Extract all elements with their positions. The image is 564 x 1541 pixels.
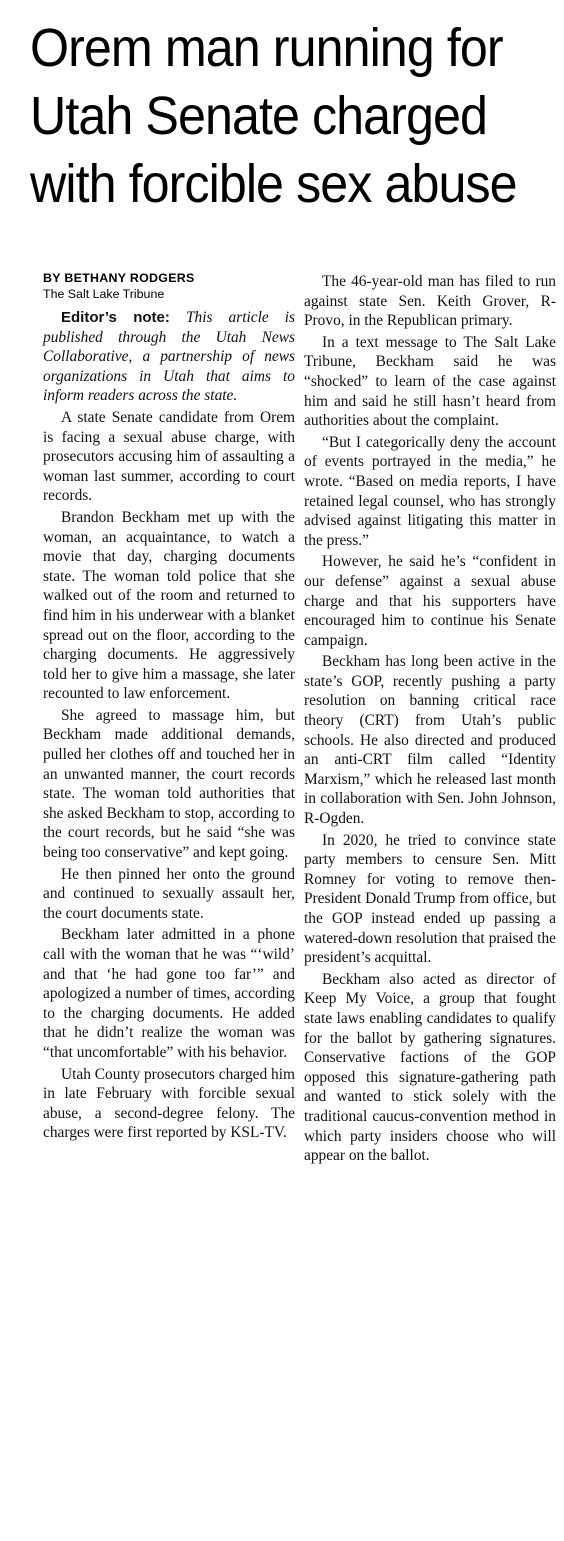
editors-note-text: This article is published through the Utah News Collaborative, a partnership of news organizations in Utah that aims to inform readers across the state. <box>43 309 295 405</box>
headline-line-3: with forcible sex abuse <box>30 154 517 214</box>
article-paragraph: Beckham has long been active in the state’s GOP, recently pushing a party resolution on banning critical race theory (CRT) from Utah’s public schools. He also directed and produced an anti-CRT film called “Identity Marxism,” which he released last month in collaboration with Sen. John Johnson, R-Ogden. <box>304 653 556 828</box>
byline: BY BETHANY RODGERS <box>43 271 195 285</box>
article-paragraph: Brandon Beckham met up with the woman, an acquaintance, to watch a movie that day, charging documents state. The woman told police that she walked out of the room and returned to find him in his underwear with a blanket spread out on the floor, according to the charging documents. He aggressively told her to give him a massage, she later recounted to law enforcement. <box>43 508 295 703</box>
article-paragraph: She agreed to massage him, but Beckham made additional demands, pulled her clothes off and touched her in an unwanted manner, the court records state. The woman told authorities that she asked Beckham to stop, according to the court records, but he said “she was being too conservative” and kept going. <box>43 706 295 862</box>
article-paragraph: “But I categorically deny the account of events portrayed in the media,” he wrote. “Based on media reports, I have retained legal counsel, who has strongly advised against litigating this matter in the press.” <box>304 433 556 549</box>
headline <box>30 14 517 218</box>
article-column-right <box>304 272 556 1168</box>
article-paragraph: In a text message to The Salt Lake Tribune, Beckham said he was “shocked” to learn of the case against him and said he still hasn’t heard from authorities about the complaint. <box>304 333 556 430</box>
article-paragraph: A state Senate candidate from Orem is facing a sexual abuse charge, with prosecutors accusing him of assaulting a woman last summer, according to court records. <box>43 408 295 505</box>
article-paragraph: In 2020, he tried to convince state party members to censure Sen. Mitt Romney for voting to remove then-President Donald Trump from office, but the GOP instead ended up passing a watered-down resolution that praised the president’s acquittal. <box>304 831 556 967</box>
article-paragraph: Beckham also acted as director of Keep My Voice, a group that fought state laws enabling candidates to qualify for the ballot by gathering signatures. Conservative factions of the GOP opposed this signature-gathering path and wanted to stick solely with the traditional caucus-convention method in which party insiders choose who will appear on the ballot. <box>304 970 556 1165</box>
editors-note-label: Editor’s note: <box>61 309 170 326</box>
source-publication: The Salt Lake Tribune <box>43 287 165 301</box>
article-paragraph: However, he said he’s “confident in our defense” against a sexual abuse charge and that his supporters have encouraged him to continue his Senate campaign. <box>304 553 556 649</box>
headline-line-1: Orem man running for <box>30 18 503 78</box>
article-paragraph: He then pinned her onto the ground and continued to sexually assault her, the court documents state. <box>43 865 295 922</box>
article-paragraph: Utah County prosecutors charged him in late February with forcible sexual abuse, a second-degree felony. The charges were first reported by KSL-TV. <box>43 1065 295 1142</box>
article-paragraph: The 46-year-old man has filed to run against state Sen. Keith Grover, R-Provo, in the Republican primary. <box>304 273 556 330</box>
editors-note <box>43 308 295 406</box>
article-column-left <box>43 270 295 1145</box>
article-paragraph: Beckham later admitted in a phone call with the woman that he was “‘wild’ and that ‘he had gone too far’” and apologized a number of times, according to the charging documents. He added that he didn’t realize the woman was “that uncomfortable” with his behavior. <box>43 926 295 1061</box>
headline-line-2: Utah Senate charged <box>30 86 487 146</box>
